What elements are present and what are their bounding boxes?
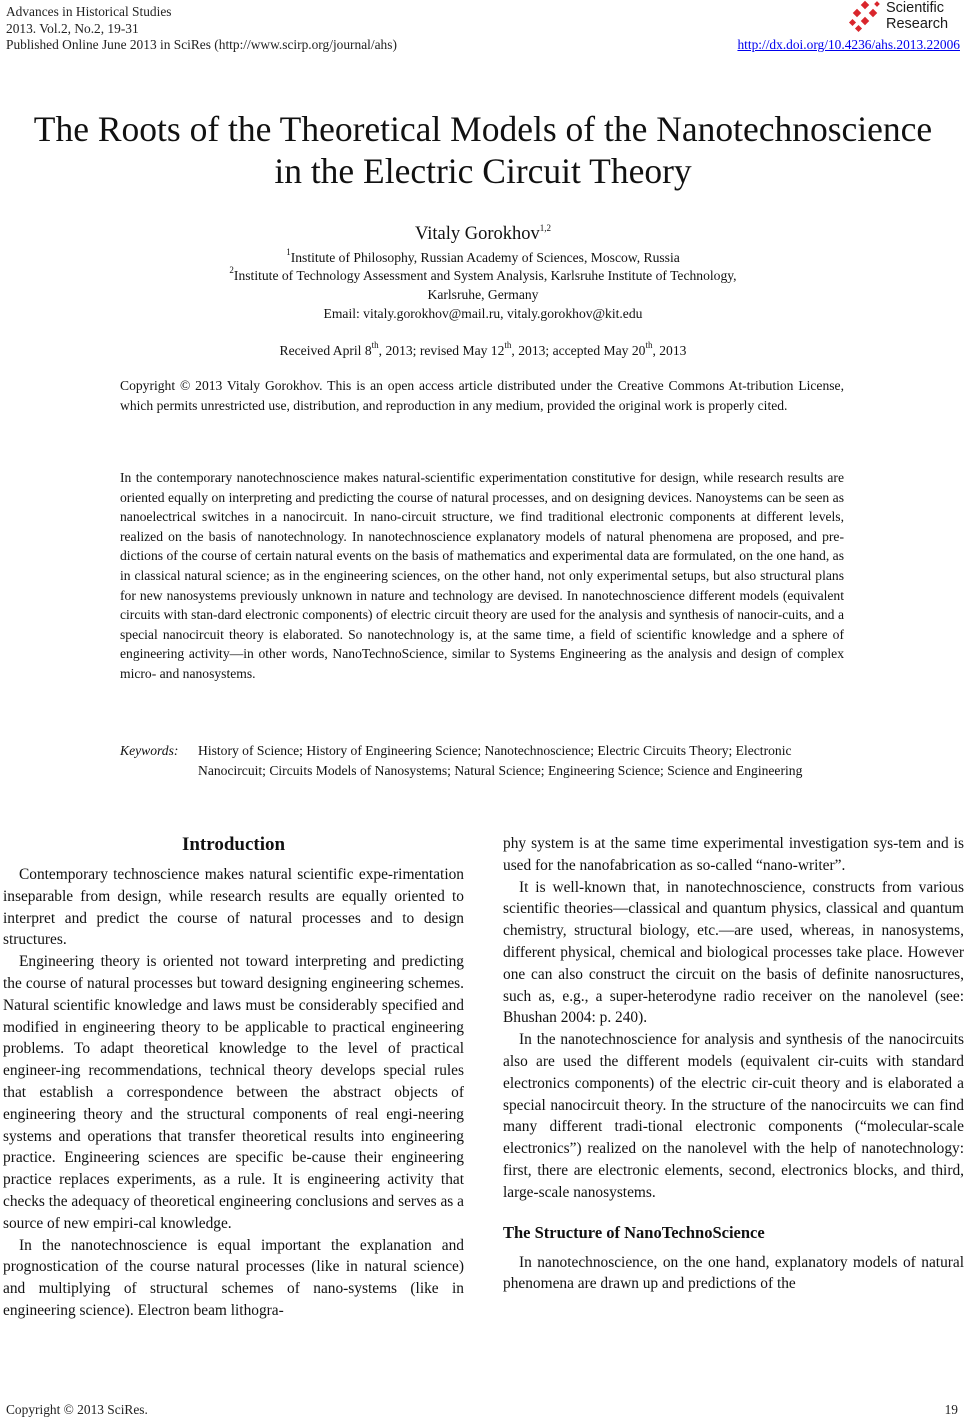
keywords: Keywords: History of Science; History of Engineering Science; Nanotechnoscience; Electric Circuits Theory; Electronic Nanocircuit; Circuits Models of Nanosystems; Natural Science; Engineering Science; Science and Engineering [120,741,844,780]
paragraph: In the nanotechnoscience for analysis and synthesis of the nanocircuits also are used the different models (equivalent cir-cuits with standard electronics components) of the electric cir-cuit theory and is elaborated a special nanocircuit theory. In the structure of the nanocircuits we can find many different tradi-tional electronic components (“molecular-scale electronics”) realized on the nanolevel with the help of nanotechnology: first, there are electronic elements, second, electronics blocks, and third, large-scale nanosystems. [503,1031,964,1201]
logo-icon [848,0,884,36]
publication-info: Published Online June 2013 in SciRes (http://www.scirp.org/journal/ahs) [6,37,397,52]
affiliation-1: $^1$Institute of Philosophy, Russian Academy of Sciences, Moscow, Russia [286,247,680,265]
page-number: 19 [944,1402,958,1417]
author-email: Email: vitaly.gorokhov@mail.ru, vitaly.gorokhov@kit.edu [323,306,643,321]
logo-text: Scientific Research [886,0,949,32]
paragraph: In nanotechnoscience, on the one hand, explanatory models of natural phenomena are drawn up and predictions of the [503,1253,964,1293]
journal-name: Advances in Historical Studies [6,4,172,19]
publisher-logo [848,0,958,36]
affiliation-2: $^2$Institute of Technology Assessment and System Analysis, Karlsruhe Institute of Technology, [229,265,737,283]
section-heading-introduction: Introduction [181,834,286,855]
section-heading-structure: The Structure of NanoTechnoScience [503,1222,765,1242]
right-column [503,833,964,1295]
running-header [6,4,397,54]
copyright-notice: Copyright © 2013 Vitaly Gorokhov. This is an open access article distributed under the Creative Commons At-tribution License, which permits unrestricted use, distribution, and reproduction in any medium, provided the original work is properly cited. [120,378,844,413]
keywords-label: Keywords [120,743,174,758]
author-name: Vitaly Gorokhov$^{1,2}$ [414,222,552,244]
paragraph: Engineering theory is oriented not toward interpreting and predicting the course of natural processes but toward designing engineering schemes. Natural scientific knowledge and laws must be considerably specified and modified in engineering theory to be applicable to practical engineering problems. To adapt theoretical knowledge to the level of practical engineer-ing recommendations, technical theory develops special rules that establish a correspondence between the abstract objects of engineering theory and the structural components of real engi-neering systems and operations that transfer theoretical results into engineering practice. Engineering sciences are specific be-cause their engineering practice replaces experiments, as a rule. It is engineering activity that checks the adequacy of theoretical engineering conclusions and serves as a source of new empiri-cal knowledge. [3,953,464,1232]
abstract: In the contemporary nanotechnoscience makes natural-scientific experimentation constitutive for design, while research results are oriented equally on interpreting and predicting the course of natural processes, and on designing devices. Nanoystems can be seen as nanoelectrical switches in a nanocircuit. In nano-circuit structure, we find traditional electronic components at different levels, realized on the basis of nanotechnology. In nanotechnoscience explanatory models of natural phenomena are proposed, and pre-dictions of the course of certain natural events on the basis of mathematics and experimental data are formulated, on the one hand, as in classical natural science; as in the engineering sciences, on the other hand, not only experimental setups, but also structural plans for new nanosystems previously unknown in nature and technology are devised. In nanotechnoscience different models (equivalent circuits with stan-dard electronic components) of electric circuit theory are used for the analysis and synthesis of nanocir-cuits, and a special nanocircuit theory is elaborated. So nanotechnology is, at the same time, a field of scientific knowledge and a sphere of engineering activity—in other words, NanoTechnoScience, similar to Systems Engineering as the analysis and design of complex micro- and nanosystems. [120,470,844,681]
doi-link[interactable]: http://dx.doi.org/10.4236/ahs.2013.22006 [737,37,960,52]
affiliation-2-location: Karlsruhe, Germany [427,287,539,302]
paragraph: phy system is at the same time experimental investigation sys-tem and is used for the nanofabrication as so-called “nano-writer”. [503,835,964,874]
paragraph: Contemporary technoscience makes natural scientific expe-rimentation inseparable from design, while research results are equally oriented to interpret and predict the course of natural processes and to design structures. [3,866,464,949]
keywords-text: History of Science; History of Engineering Science; Nanotechnoscience; Electric Circuits Theory; Electronic Nanocircuit; Circuits Models of Nanosystems; Natural Science; Engineering Science; Science and Engineering [198,743,803,778]
paragraph: It is well-known that, in nanotechnoscience, constructs from various scientific theories—classical and quantum physics, classical and quantum chemistry, structural biology, etc.—are used, whereas, in nanosystems, different physical, chemical and biological processes take place. However one can also construct the circuit on the basis of definite nanosructures, such as, e.g., a super-heterodyne radio receiver on the nanolevel (see: Bhushan 2004: p. 240). [503,878,964,1027]
paragraph: In the nanotechnoscience is equal important the explanation and prognostication of the course natural processes (like in natural science) and multiplying of structural schemes of nano-systems (like in engineering science). Electron beam lithogra- [3,1236,464,1319]
volume-info: 2013. Vol.2, No.2, 19-31 [6,20,139,36]
received-dates: Received April 8th, 2013; revised May 12th, 2013; accepted May 20th, 2013 [279,340,687,358]
paper-title: The Roots of the Theoretical Models of the Nanotechnoscience in the Electric Circuit Theory [33,109,933,191]
left-column [3,833,464,1322]
footer-copyright: Copyright © 2013 SciRes. [6,1402,148,1417]
